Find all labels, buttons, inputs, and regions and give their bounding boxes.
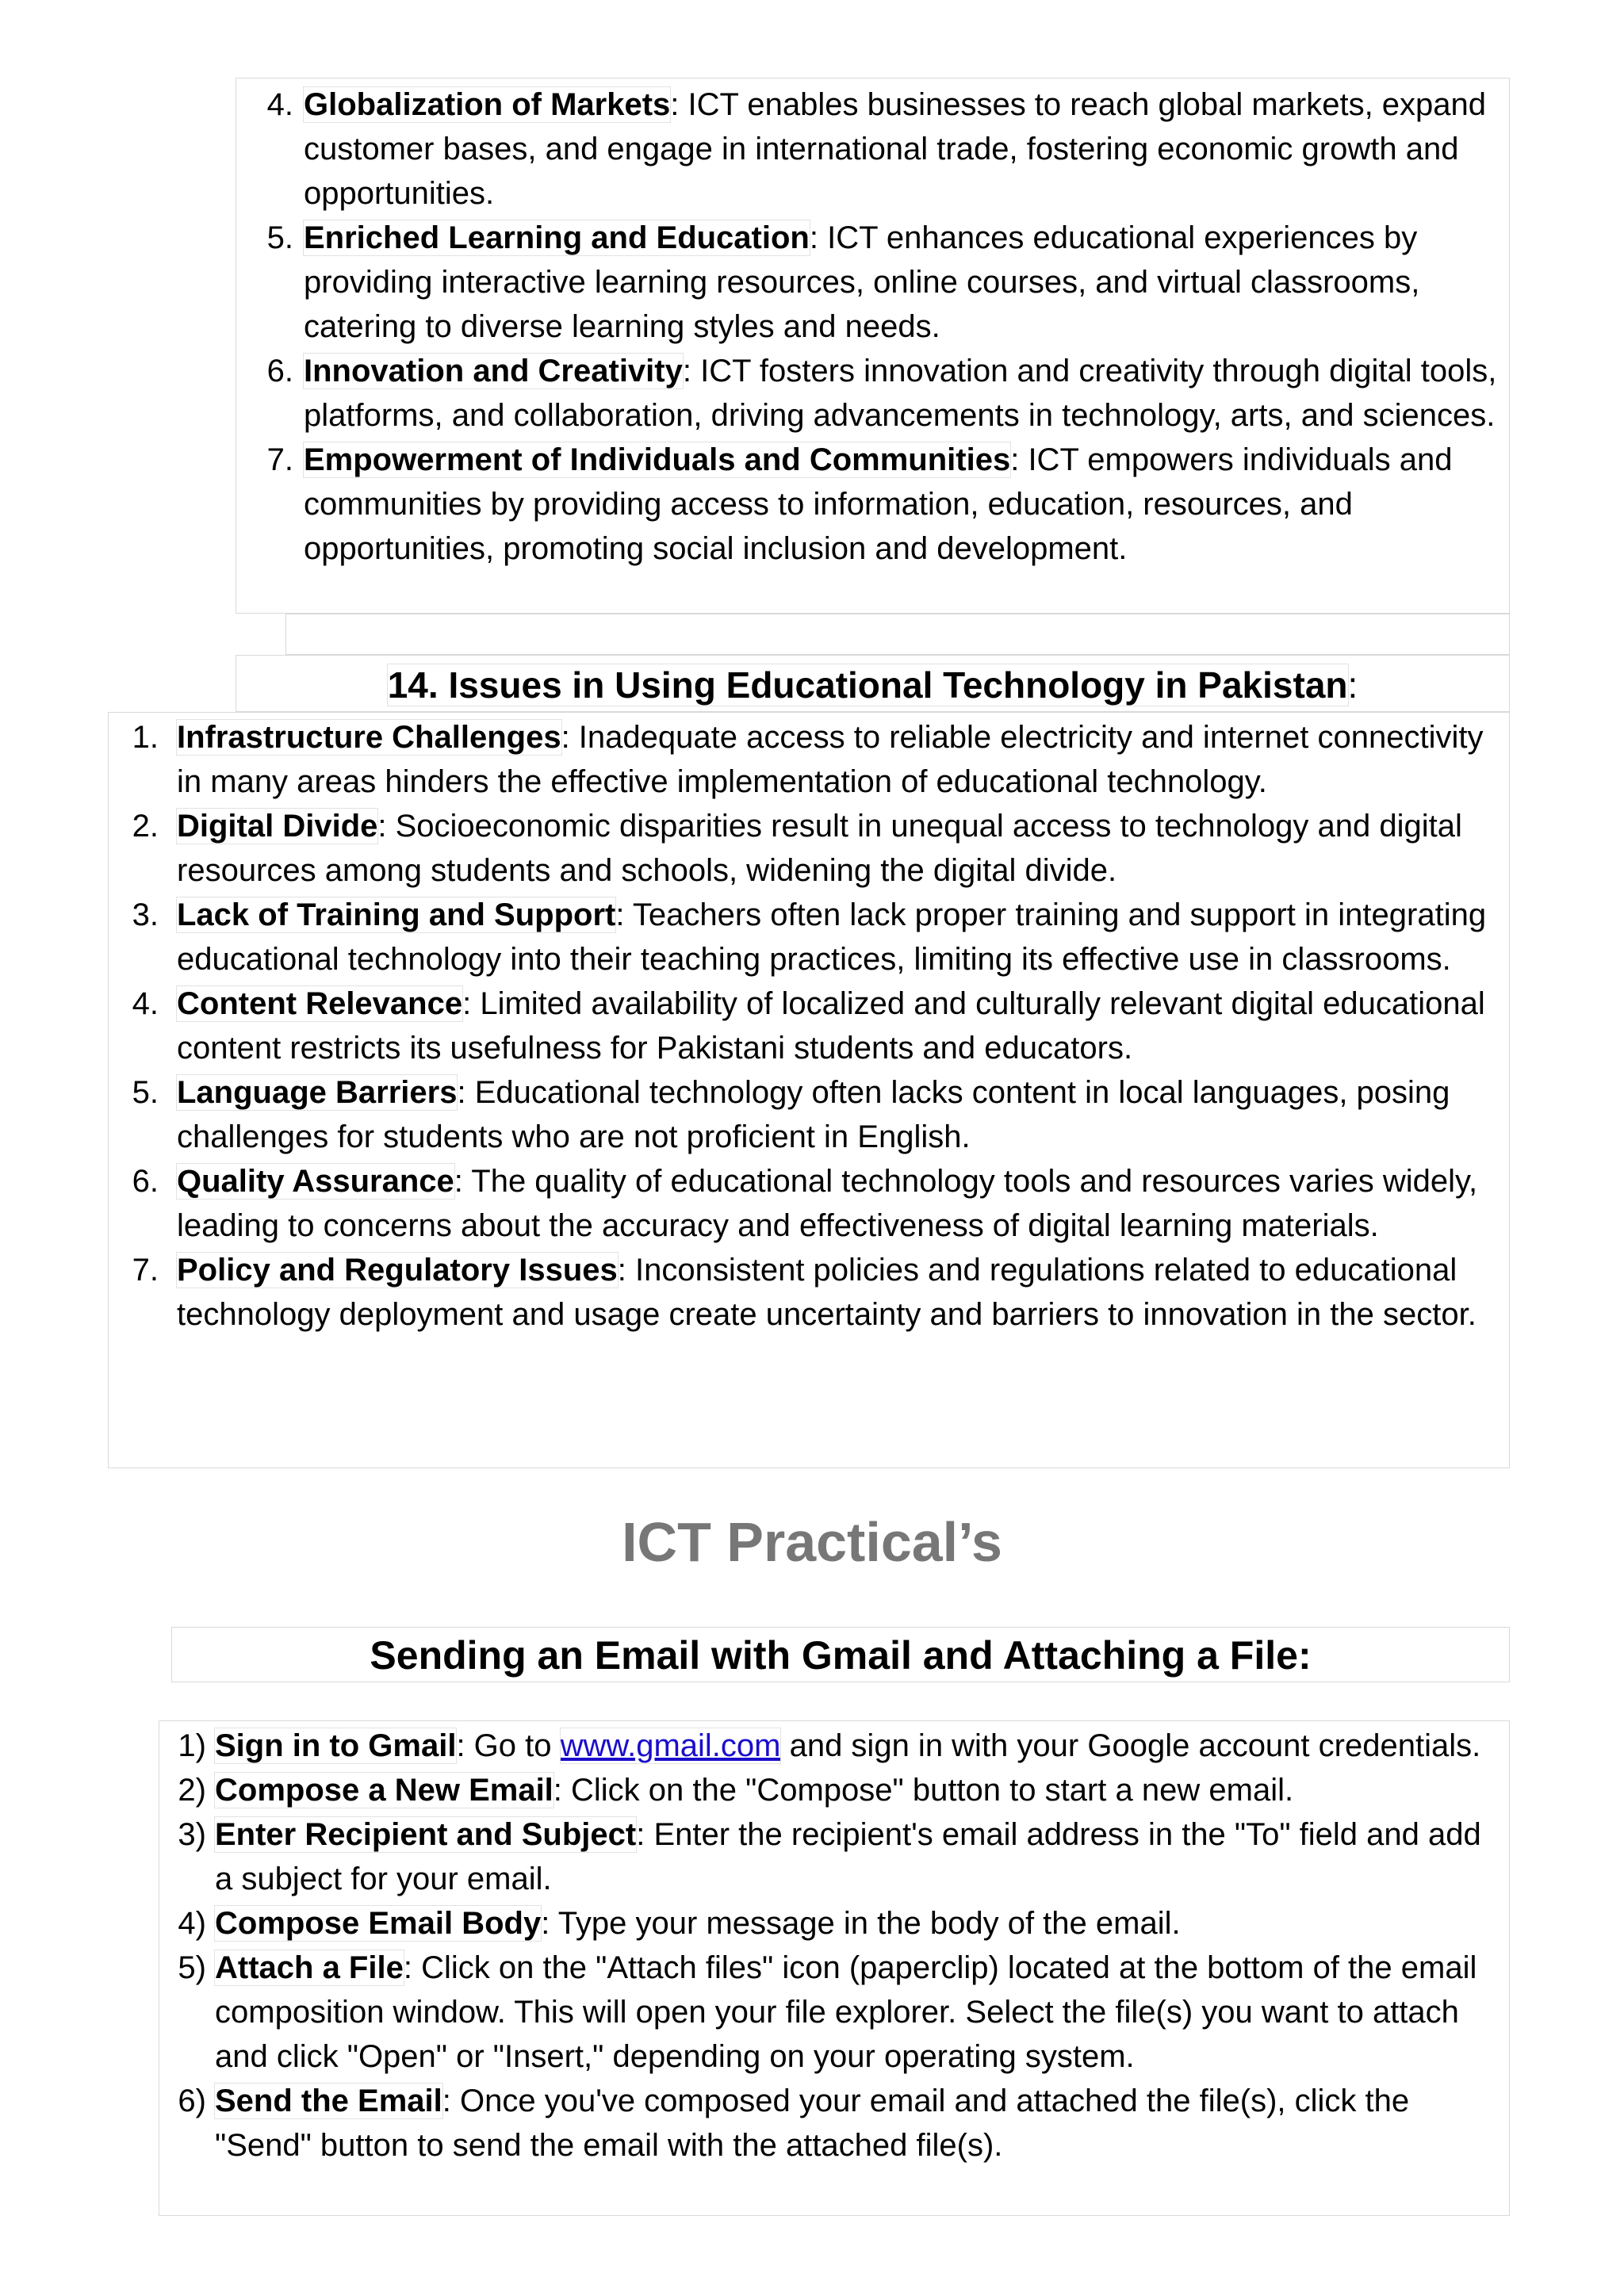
list-text: : ICT empowers individuals and communities by providing access to information, education, resources, and opportunities, promoting social inclusion and development. bbox=[304, 442, 1453, 566]
list-item bbox=[127, 1159, 1511, 1248]
list-number: 4. bbox=[266, 87, 293, 122]
list-text: : Click on the "Attach files" icon (paperclip) located at the bottom of the email composition window. This will open your file explorer. Select the file(s) you want to attach and click "Open" or "Insert," depending on your operating system. bbox=[215, 1950, 1477, 2074]
list-text: : Click on the "Compose" button to start a new email. bbox=[553, 1773, 1294, 1808]
list-text: : Educational technology often lacks content in local languages, posing challenges for students who are not proficient in English. bbox=[177, 1075, 1450, 1154]
list-number: 5) bbox=[178, 1950, 206, 1985]
list-item bbox=[127, 715, 1511, 804]
list-term: Innovation and Creativity bbox=[304, 354, 683, 388]
list-term: Enter Recipient and Subject bbox=[215, 1817, 637, 1852]
list-term: Sign in to Gmail bbox=[215, 1728, 457, 1763]
list-text: : Inadequate access to reliable electricity and internet connectivity in many areas hinders the effective implementation of educational technology. bbox=[177, 720, 1484, 799]
list-number: 6. bbox=[132, 1164, 159, 1199]
list-item bbox=[254, 82, 1499, 216]
benefits-list bbox=[254, 82, 1499, 571]
list-number: 2. bbox=[132, 809, 159, 844]
list-item bbox=[254, 438, 1499, 571]
list-text: : ICT enables businesses to reach global markets, expand customer bases, and engage in international trade, fostering economic growth and opportunities. bbox=[304, 87, 1487, 211]
list-number: 5. bbox=[266, 220, 293, 255]
list-text: : Teachers often lack proper training and support in integrating educational technology into their teaching practices, limiting its effective use in classrooms. bbox=[177, 897, 1487, 977]
list-term: Quality Assurance bbox=[177, 1164, 454, 1199]
list-term: Digital Divide bbox=[177, 809, 378, 844]
list-number: 6) bbox=[178, 2084, 206, 2118]
gmail-link[interactable]: www.gmail.com bbox=[560, 1728, 781, 1763]
list-text: : ICT fosters innovation and creativity through digital tools, platforms, and collaboration, driving advancements in technology, arts, and sciences. bbox=[304, 354, 1497, 433]
list-number: 5. bbox=[132, 1075, 159, 1110]
list-text: and sign in with your Google account credentials. bbox=[780, 1728, 1481, 1763]
list-item bbox=[173, 1901, 1505, 1946]
list-item bbox=[127, 804, 1511, 893]
list-item bbox=[127, 893, 1511, 982]
list-text: : The quality of educational technology tools and resources varies widely, leading to concerns about the accuracy and effectiveness of digital learning materials. bbox=[177, 1164, 1478, 1243]
list-number: 3) bbox=[178, 1817, 206, 1852]
spacer-frame bbox=[285, 614, 1510, 655]
list-text: : Limited availability of localized and culturally relevant digital educational content restricts its usefulness for Pakistani students and educators. bbox=[177, 986, 1485, 1066]
list-term: Compose Email Body bbox=[215, 1906, 542, 1941]
list-number: 1) bbox=[178, 1728, 206, 1763]
issues-heading-suffix: : bbox=[1347, 664, 1358, 706]
list-term: Lack of Training and Support bbox=[177, 897, 616, 932]
list-text: : Once you've composed your email and attached the file(s), click the "Send" button to send the email with the attached file(s). bbox=[215, 2084, 1410, 2163]
list-number: 4. bbox=[132, 986, 159, 1021]
list-item bbox=[127, 982, 1511, 1070]
list-number: 2) bbox=[178, 1773, 206, 1808]
list-text: : Type your message in the body of the email. bbox=[541, 1906, 1181, 1941]
list-number: 6. bbox=[266, 354, 293, 388]
issues-list bbox=[127, 715, 1511, 1337]
list-term: Policy and Regulatory Issues bbox=[177, 1253, 618, 1288]
list-number: 3. bbox=[132, 897, 159, 932]
list-item bbox=[254, 349, 1499, 438]
email-heading: Sending an Email with Gmail and Attaching a File: bbox=[370, 1633, 1312, 1678]
list-item bbox=[254, 216, 1499, 349]
list-term: Enriched Learning and Education bbox=[304, 220, 810, 255]
list-text: : Inconsistent policies and regulations related to educational technology deployment and usage create uncertainty and barriers to innovation in the sector. bbox=[177, 1253, 1477, 1332]
list-number: 7. bbox=[132, 1253, 159, 1288]
list-item bbox=[173, 1768, 1505, 1812]
list-term: Globalization of Markets bbox=[304, 87, 671, 122]
list-item bbox=[127, 1248, 1511, 1337]
list-number: 4) bbox=[178, 1906, 206, 1941]
list-text: : Socioeconomic disparities result in unequal access to technology and digital resources among students and schools, widening the digital divide. bbox=[177, 809, 1462, 888]
practicals-title: ICT Practical’s bbox=[622, 1511, 1002, 1573]
list-item bbox=[127, 1070, 1511, 1159]
list-item bbox=[173, 1724, 1505, 1768]
email-steps-list bbox=[173, 1724, 1505, 2168]
list-item bbox=[173, 1812, 1505, 1901]
list-term: Attach a File bbox=[215, 1950, 404, 1985]
list-term: Empowerment of Individuals and Communities bbox=[304, 442, 1011, 477]
list-text: : Enter the recipient's email address in the "To" field and add a subject for your email. bbox=[215, 1817, 1481, 1896]
list-term: Language Barriers bbox=[177, 1075, 458, 1110]
list-number: 7. bbox=[266, 442, 293, 477]
list-text: : ICT enhances educational experiences by providing interactive learning resources, online courses, and virtual classrooms, catering to diverse learning styles and needs. bbox=[304, 220, 1420, 344]
list-number: 1. bbox=[132, 720, 159, 755]
list-term: Compose a New Email bbox=[215, 1773, 553, 1808]
list-item bbox=[173, 1946, 1505, 2079]
issues-heading bbox=[236, 661, 1510, 709]
list-term: Content Relevance bbox=[177, 986, 463, 1021]
list-term: Send the Email bbox=[215, 2084, 442, 2118]
list-text: : Go to bbox=[456, 1728, 561, 1763]
issues-heading-text: 14. Issues in Using Educational Technology in Pakistan bbox=[387, 664, 1348, 706]
list-item bbox=[173, 2079, 1505, 2168]
list-term: Infrastructure Challenges bbox=[177, 720, 561, 755]
